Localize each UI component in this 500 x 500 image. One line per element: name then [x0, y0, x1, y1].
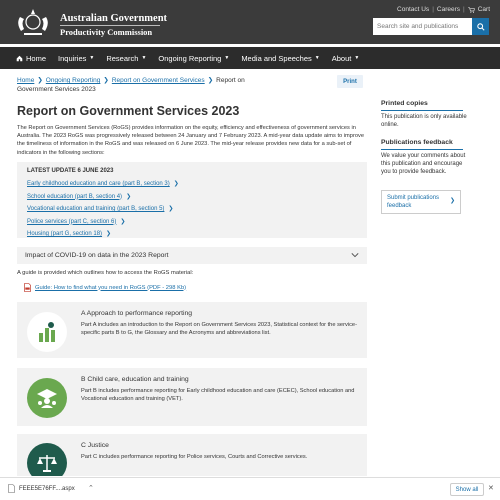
link-separator: |: [463, 6, 465, 13]
pdf-icon: [24, 283, 31, 292]
logo-government-text: Australian Government: [60, 13, 168, 24]
update-link-ecec[interactable]: Early childhood education and care (part B, section 3) ❯: [27, 178, 357, 191]
feedback-text: We value your comments about this publication and encourage you to provide feedback.: [381, 153, 466, 175]
latest-update-box: [17, 162, 367, 238]
site-search: [373, 18, 489, 35]
update-link-school[interactable]: School education (part B, section 4) ❯: [27, 191, 357, 204]
card-c-title: C Justice: [81, 442, 109, 449]
show-all-button[interactable]: Show all: [450, 483, 484, 496]
print-button[interactable]: Print: [337, 75, 363, 88]
caret-down-icon: ▼: [354, 55, 360, 61]
caret-down-icon: ▼: [314, 55, 320, 61]
site-logo[interactable]: [12, 5, 182, 39]
card-b-text: Part B includes performance reporting for Early childhood education and care (ECEC), School education and Vocational education and training (VET).: [81, 388, 355, 402]
search-button[interactable]: [472, 18, 489, 35]
card-b-badge: [27, 378, 67, 418]
cart-link[interactable]: Cart: [477, 6, 490, 13]
download-item[interactable]: [8, 484, 75, 493]
card-a-text: Part A includes an introduction to the Report on Government Services 2023, Statistical context for the service-specific parts B to G, the Glossary and the Acronyms and abbreviations list.: [81, 322, 357, 336]
search-input[interactable]: [373, 18, 472, 35]
performance-chart-icon: [34, 319, 60, 345]
nav-item-ongoing-reporting[interactable]: [158, 54, 229, 63]
page-title: Report on Government Services 2023: [17, 104, 240, 118]
breadcrumb: [17, 76, 277, 94]
update-link-police[interactable]: Police services (part C, section 6) ❯: [27, 216, 357, 229]
submit-feedback-button[interactable]: [381, 190, 461, 214]
nav-label: Home: [26, 53, 47, 63]
breadcrumb-ongoing-reporting[interactable]: Ongoing Reporting: [45, 77, 101, 84]
chevron-right-icon: ❯: [207, 77, 214, 84]
breadcrumb-current: Report on Government Services 2023: [17, 77, 245, 93]
accordion-label: Impact of COVID-19 on data in the 2023 Report: [25, 252, 169, 259]
sidebar-divider: [381, 149, 463, 150]
section-card-c[interactable]: [17, 434, 367, 476]
card-a-title: A Approach to performance reporting: [81, 310, 193, 317]
chevron-right-icon: ❯: [126, 193, 132, 200]
download-filename: FEEE5E76FF....aspx: [19, 485, 75, 492]
guide-intro-text: A guide is provided which outlines how to access the RoGS material:: [17, 270, 194, 276]
logo-commission-text: Productivity Commission: [60, 27, 153, 37]
file-icon: [8, 484, 15, 493]
link-separator: |: [432, 6, 434, 13]
site-header: [0, 0, 500, 44]
nav-item-about[interactable]: [332, 54, 360, 63]
nav-label: Research: [106, 53, 139, 63]
chevron-right-icon: ❯: [37, 77, 43, 84]
card-c-text: Part C includes performance reporting for Police services, Courts and Corrective services.: [81, 454, 308, 460]
sidebar-divider: [381, 110, 463, 111]
caret-down-icon: ▼: [224, 55, 230, 61]
education-icon: [35, 386, 59, 410]
intro-paragraph: The Report on Government Services (RoGS) provides information on the equity, efficiency and effectiveness of government services in Australia. The 2023 RoGS was progressively released between 24 January and 7 February 2023. A mid-year data update aims to improve the timeliness of information in the RoGS and was released on 6 June 2023. The mid-year release provides new data for a sub-set of indicators in the following sections:: [17, 125, 365, 156]
cart-icon[interactable]: [468, 7, 475, 13]
caret-down-icon: ▼: [89, 55, 95, 61]
section-card-b[interactable]: [17, 368, 367, 426]
guide-pdf-link[interactable]: Guide: How to find what you need in RoGS (PDF - 298 Kb): [24, 283, 186, 292]
main-nav: [0, 47, 500, 69]
printed-copies-text: This publication is only available online.: [381, 114, 467, 128]
update-link-housing[interactable]: Housing (part G, section 18) ❯: [27, 228, 357, 241]
card-b-title: B Child care, education and training: [81, 376, 189, 383]
nav-item-home[interactable]: [16, 54, 46, 63]
submit-feedback-label: Submit publications feedback: [387, 195, 440, 209]
chevron-right-icon: ❯: [106, 231, 112, 237]
logo-divider: [60, 25, 160, 26]
chevron-right-icon: ❯: [168, 206, 174, 212]
nav-item-media-speeches[interactable]: [241, 54, 319, 63]
search-icon: [477, 23, 485, 31]
home-icon: [16, 55, 23, 62]
careers-link[interactable]: Careers: [436, 6, 461, 13]
nav-item-inquiries[interactable]: [58, 54, 94, 63]
breadcrumb-rogs[interactable]: Report on Government Services: [111, 77, 205, 84]
chevron-right-icon: ❯: [449, 198, 455, 204]
nav-label: About: [331, 53, 352, 63]
chevron-right-icon: ❯: [173, 181, 179, 187]
nav-item-research[interactable]: [106, 54, 146, 63]
chevron-right-icon: ❯: [103, 77, 109, 84]
chevron-right-icon: ❯: [120, 218, 126, 225]
covid-impact-accordion[interactable]: [17, 247, 367, 264]
scales-of-justice-icon: [35, 451, 59, 475]
section-card-a[interactable]: [17, 302, 367, 358]
chevron-down-icon: [351, 251, 359, 259]
contact-us-link[interactable]: Contact Us: [397, 6, 430, 13]
coat-of-arms-icon: [12, 5, 54, 39]
close-icon[interactable]: ✕: [488, 485, 494, 492]
card-a-badge: [27, 312, 67, 352]
download-bar: [0, 477, 500, 500]
card-c-badge: [27, 443, 67, 476]
printed-copies-heading: Printed copies: [381, 100, 428, 107]
breadcrumb-home[interactable]: Home: [17, 77, 35, 84]
nav-label: Inquiries: [58, 53, 87, 63]
caret-down-icon: ▼: [141, 55, 147, 61]
nav-label: Media and Speeches: [241, 53, 312, 63]
nav-label: Ongoing Reporting: [158, 53, 222, 63]
update-link-vet[interactable]: Vocational education and training (part B, section 5) ❯: [27, 203, 357, 216]
chevron-up-icon[interactable]: ⌃: [88, 485, 94, 492]
latest-update-title: LATEST UPDATE 6 JUNE 2023: [27, 168, 114, 174]
utility-links: [397, 6, 490, 13]
feedback-heading: Publications feedback: [381, 139, 453, 146]
